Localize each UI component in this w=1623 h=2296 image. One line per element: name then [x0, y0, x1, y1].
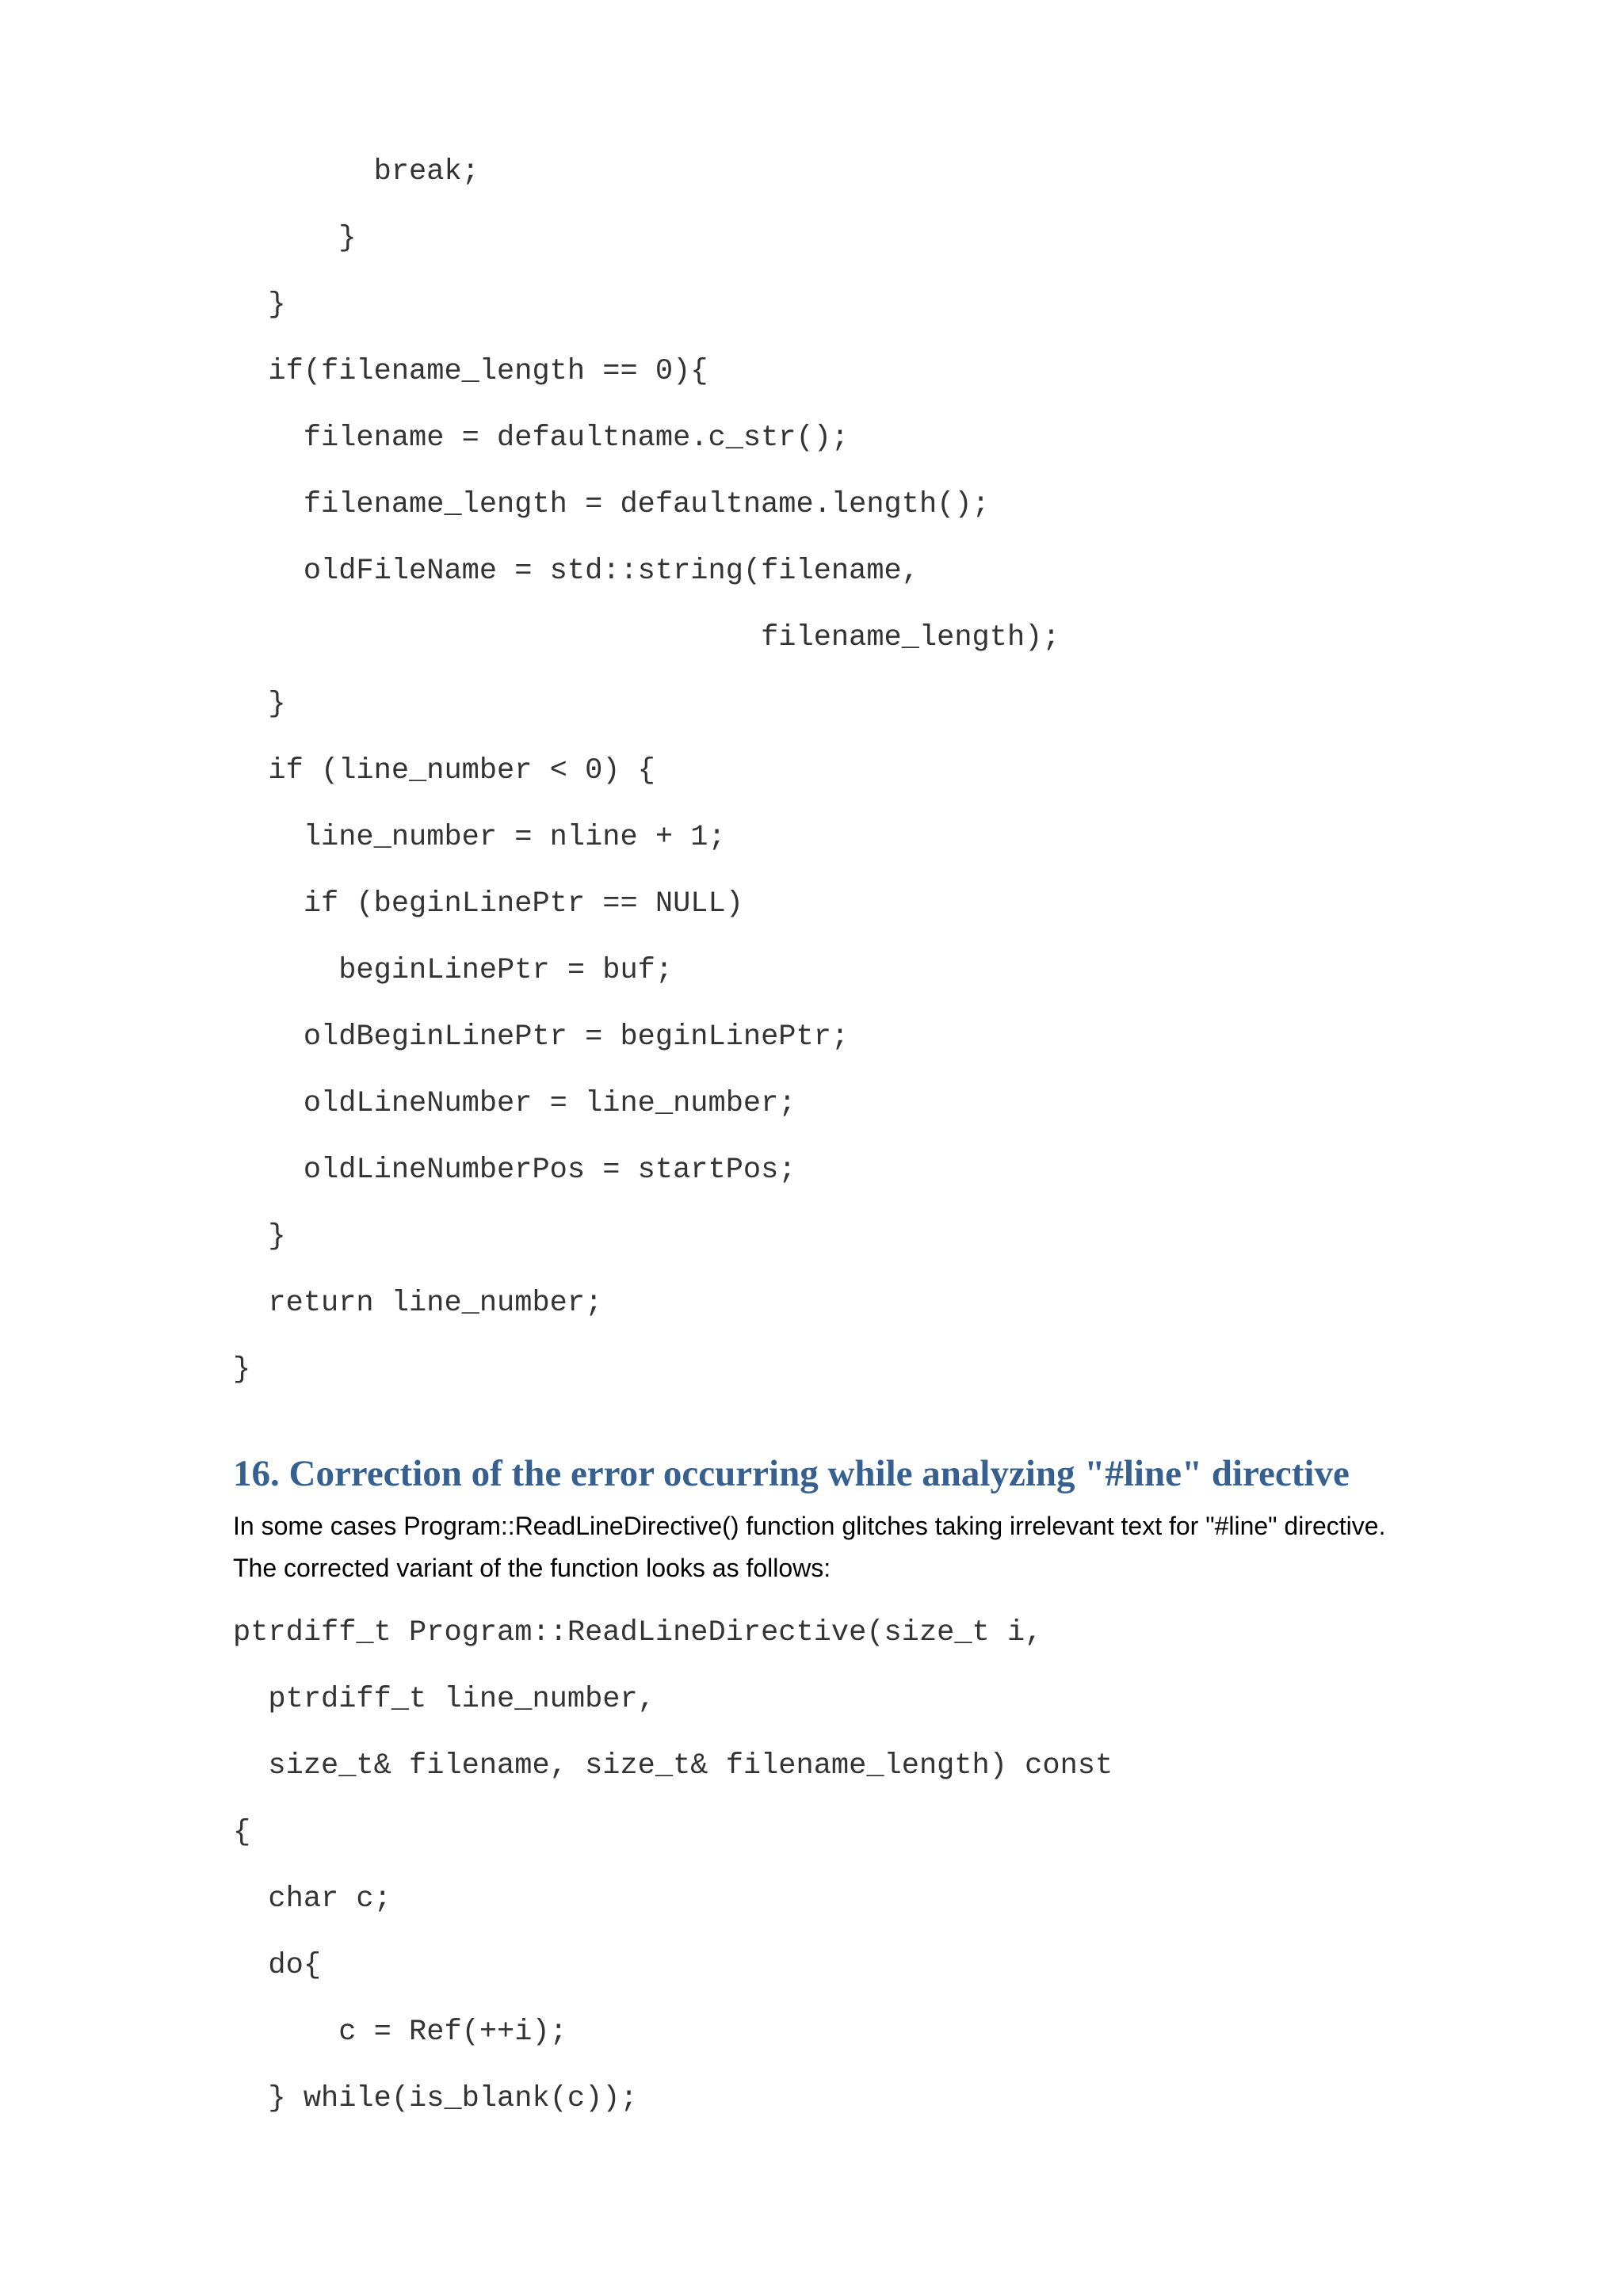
code-line: char c;: [233, 1882, 391, 1916]
code-line: filename_length);: [233, 621, 1060, 654]
code-line: filename = defaultname.c_str();: [233, 421, 850, 455]
code-line: line_number = nline + 1;: [233, 821, 726, 854]
code-line: oldFileName = std::string(filename,: [233, 555, 919, 588]
code-line: } while(is_blank(c));: [233, 2082, 638, 2115]
code-line: ptrdiff_t Program::ReadLineDirective(size_t i,: [233, 1616, 1043, 1650]
code-listing-bottom: [233, 1600, 1113, 2132]
code-line: ptrdiff_t line_number,: [233, 1683, 655, 1716]
paragraph-line: In some cases Program::ReadLineDirective() function glitches taking irrelevant text for "#line" directive.: [233, 1512, 1386, 1540]
section-paragraph: [233, 1505, 1596, 1589]
code-listing-top: [233, 139, 1060, 1403]
code-line: do{: [233, 1949, 322, 1982]
code-line: {: [233, 1816, 251, 1849]
code-line: }: [233, 288, 286, 322]
code-line: }: [233, 222, 357, 255]
code-line: return line_number;: [233, 1287, 603, 1320]
paragraph-line: The corrected variant of the function looks as follows:: [233, 1554, 831, 1582]
code-line: oldLineNumber = line_number;: [233, 1087, 796, 1120]
code-line: oldLineNumberPos = startPos;: [233, 1154, 796, 1187]
code-line: }: [233, 1353, 251, 1386]
code-line: break;: [233, 155, 479, 189]
code-line: }: [233, 1220, 286, 1253]
code-line: if (beginLinePtr == NULL): [233, 887, 743, 921]
section-heading: 16. Correction of the error occurring while analyzing "#line" directive: [233, 1453, 1350, 1494]
code-line: if(filename_length == 0){: [233, 355, 708, 388]
code-line: c = Ref(++i);: [233, 2016, 567, 2049]
code-line: }: [233, 688, 286, 721]
code-line: oldBeginLinePtr = beginLinePtr;: [233, 1020, 850, 1054]
code-line: filename_length = defaultname.length();: [233, 488, 990, 521]
code-line: size_t& filename, size_t& filename_length) const: [233, 1749, 1113, 1783]
code-line: beginLinePtr = buf;: [233, 954, 674, 987]
code-line: if (line_number < 0) {: [233, 754, 655, 788]
